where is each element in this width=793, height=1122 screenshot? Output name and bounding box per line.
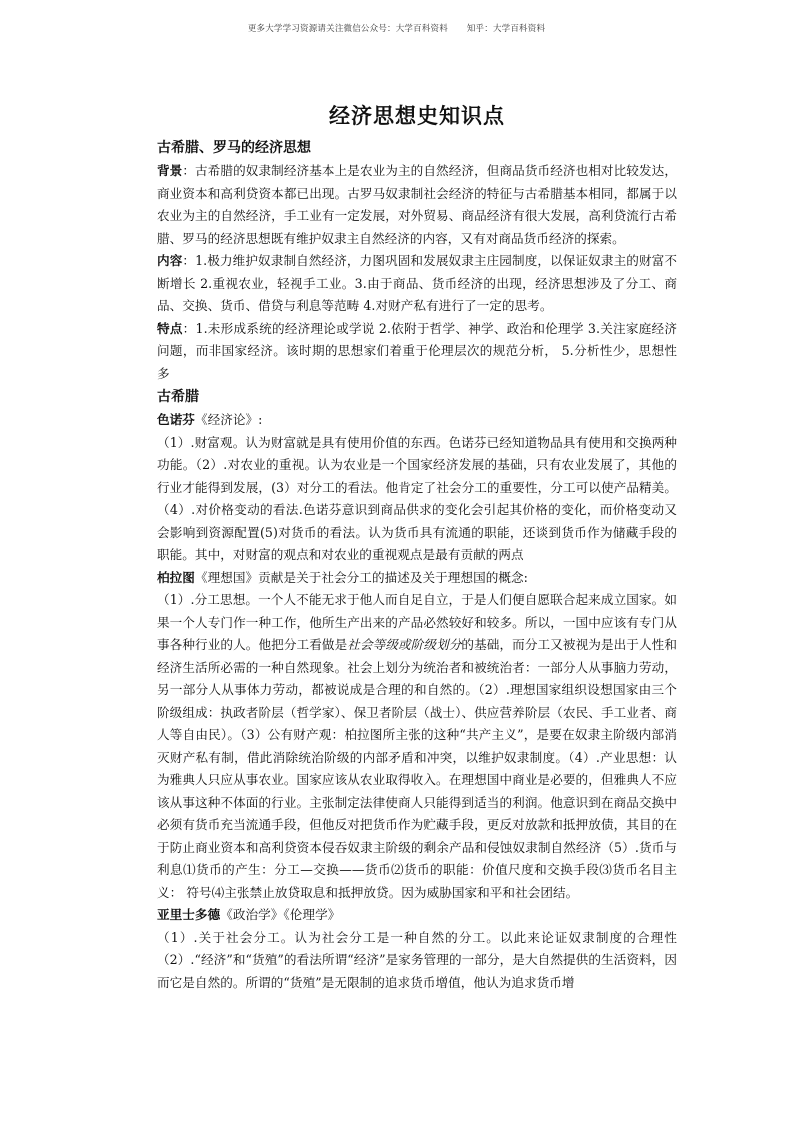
text-features: ：1.未形成系统的经济理论或学说 2.依附于哲学、神学、政治和伦理学 3.关注家庭经济问题，而非国家经济。该时期的思想家们着重于伦理层次的规范分析， 5.分析性少，思想性多 [157,320,677,381]
text-background: ：古希腊的奴隶制经济基本上是农业为主的自然经济，但商品货币经济也相对比较发达，商业资本和高利贷资本都已出现。古罗马奴隶制社会经济的特征与古希腊基本相同，都属于以农业为主的自然经济，手工业有一定发展，对外贸易、商品经济有很大发展，高利贷流行古希腊、罗马的经济思想既有维护奴隶主自然经济的内容，又有对商品货币经济的探索。 [157,163,677,246]
header-note-zhihu: 知乎：大学百科资料 [466,24,546,34]
text-plato-a: （1）.分工思想。一个人不能无求于他人而自足自立，于是人们便自愿联合起来成立国家。如果一个人专门作一种工作，他所生产出来的产品必然较好和较多。所以，一国中应该有专门从事各种行业的人。他把分工看做是 [157,592,677,652]
paragraph-content [157,250,677,318]
header-note-wechat: 更多大学学习资源请关注微信公众号：大学百科资料 [247,24,448,34]
label-background: 背景 [157,163,183,178]
label-features: 特点 [157,320,183,336]
page-title: 经济思想史知识点 [329,104,505,128]
name-xenophon: 色诺芬 [157,412,195,427]
document-body [157,100,677,994]
paragraph-background [157,160,677,250]
subheading-aristotle [157,904,677,927]
section-heading-greece: 古希腊 [157,389,199,405]
paragraph-plato [157,589,677,904]
text-plato-b: 的基础，而分工又被视为是出于人性和经济生活所必需的一种自然现象。社会上划分为统治者和被统治者：一部分人从事脑力劳动，另一部分人从事体力劳动，都被说成是合理的和自然的。（2）.理想国家组织设想国家由三个阶级组成：执政者阶层（哲学家）、保卫者阶层（战士）、供应营养阶层（农民、手工业者、商人等自由民）。（3）公有财产观：柏拉图所主张的这种“共产主义”，是要在奴隶主阶级内部消灭财产私有制，借此消除统治阶级的内部矛盾和冲突，以维护奴隶制度。（4）.产业思想：认为雅典人只应从事农业。国家应该从农业取得收入。在理想国中商业是必要的，但雅典人不应该从事这种不体面的行业。主张制定法律使商人只能得到适当的利润。他意识到在商品交换中必须有货币充当流通手段，但他反对把货币作为贮藏手段，更反对放款和抵押放债，其目的在于防止商业资本和高利贷资本侵吞奴隶主阶级的剩余产品和侵蚀奴隶制自然经济（5）.货币与利息⑴货币的产生：分工—交换——货币⑵货币的职能：价值尺度和交换手段⑶货币名目主义： 符号⑷主张禁止放贷取息和抵押放贷。因为威胁国家和平和社会团结。 [157,637,678,900]
section-heading-greece-rome: 古希腊、罗马的经济思想 [157,140,311,156]
intro-plato: 《理想国》贡献是关于社会分工的描述及关于理想国的概念: [194,569,528,585]
subheading-xenophon [157,409,677,432]
name-plato: 柏拉图 [157,569,195,585]
books-aristotle: 《政治学》《伦理学》 [220,907,341,922]
text-plato-emphasis: 社会等级或阶级划分 [347,637,462,652]
book-xenophon: 《经济论》: [194,412,263,427]
label-content: 内容 [157,253,183,268]
subheading-plato [157,567,677,590]
name-aristotle: 亚里士多德 [157,907,221,922]
text-content: ：1.极力维护奴隶制自然经济，力图巩固和发展奴隶主庄园制度，以保证奴隶主的财富不断增长 2.重视农业，轻视手工业。3.由于商品、货币经济的出现，经济思想涉及了分工、商品、交换、货币、借贷与利息等范畴 4.对财产私有进行了一定的思考。 [157,253,678,313]
paragraph-xenophon: （1）.财富观。认为财富就是具有使用价值的东西。色诺芬已经知道物品具有使用和交换两种功能。（2）.对农业的重视。认为农业是一个国家经济发展的基础，只有农业发展了，其他的行业才能得到发展，(3）对分工的看法。他肯定了社会分工的重要性，分工可以使产品精美。（4）.对价格变动的看法.色诺芬意识到商品供求的变化会引起其价格的变化，而价格变动又会影响到资源配置(5)对货币的看法。认为货币具有流通的职能，还谈到货币作为储藏手段的职能。其中，对财富的观点和对农业的重视观点是最有贡献的两点 [157,434,677,562]
paragraph-aristotle: （1）.关于社会分工。认为社会分工是一种自然的分工。以此来论证奴隶制度的合理性（2）.“经济”和“货殖”的看法所谓“经济”是家务管理的一部分，是大自然提供的生活资料，因而它是自然的。所谓的“货殖”是无限制的追求货币增值，他认为追求货币增 [157,929,677,990]
header-note [0,22,793,34]
paragraph-features [157,318,677,386]
